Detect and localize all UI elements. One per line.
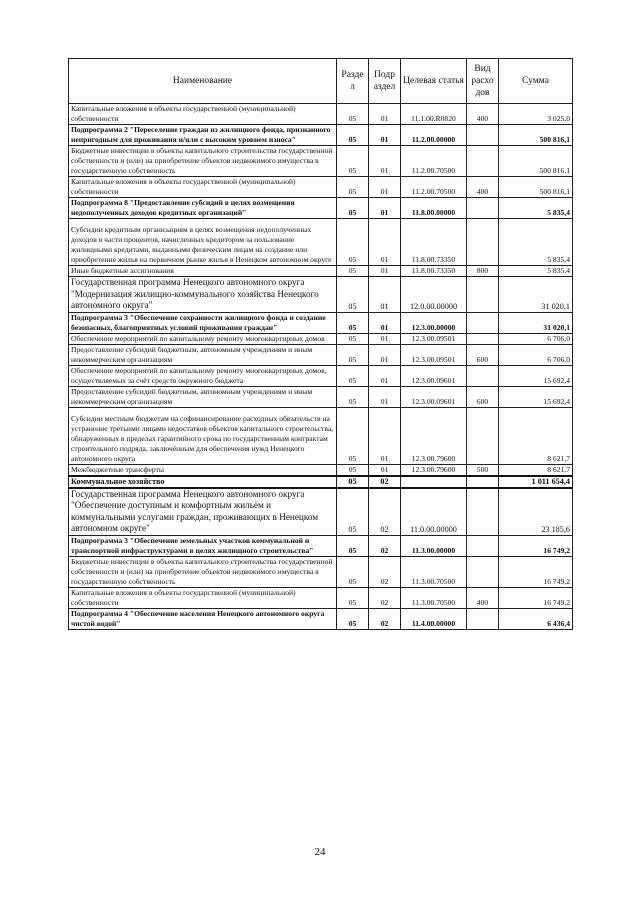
cell-name: Подпрограмма 3 "Обеспечение земельных участков коммунальной и транспортной инфраструктурами в целях жилищного строительства" — [69, 535, 337, 556]
cell-summa: 5 835,4 — [499, 198, 573, 219]
cell-podrazdel: 01 — [369, 333, 401, 344]
table-row — [69, 344, 573, 365]
cell-name: Капитальные вложения в объекты государственной (муниципальной) собственности — [69, 177, 337, 198]
table-row — [69, 556, 573, 587]
header-podrazdel: Подр аздел — [369, 59, 401, 104]
cell-name: Обеспечение мероприятий по капитальному ремонту многоквартирных домов, осуществляемых за счёт средств окружного бюджета — [69, 365, 337, 386]
table-row — [69, 587, 573, 608]
cell-vid — [467, 198, 499, 219]
cell-name: Подпрограмма 8 "Предоставление субсидий в целях возмещения недополученных доходов кредитных организаций" — [69, 198, 337, 219]
cell-summa: 5 835,4 — [499, 219, 573, 266]
cell-celevaya: 11.2.00.00000 — [401, 125, 467, 146]
header-razdel: Разде л — [337, 59, 369, 104]
cell-podrazdel: 01 — [369, 125, 401, 146]
cell-razdel: 05 — [337, 556, 369, 587]
table-row — [69, 266, 573, 277]
table-row — [69, 488, 573, 536]
cell-name: Иные бюджетные ассигнования — [69, 266, 337, 277]
cell-podrazdel: 01 — [369, 219, 401, 266]
table-row — [69, 407, 573, 464]
header-celevaya: Целевая статья — [401, 59, 467, 104]
cell-razdel: 05 — [337, 587, 369, 608]
cell-name: Межбюджетные трансферты — [69, 464, 337, 476]
cell-summa: 8 621,7 — [499, 407, 573, 464]
cell-razdel: 05 — [337, 125, 369, 146]
cell-podrazdel: 01 — [369, 198, 401, 219]
cell-name: Субсидии местным бюджетам на софинансирование расходных обязательств на устранение третьими лицами недостатков объектов капитального строительства, обнаруженных в пределах гарантийного срока по государственным контрактам строительного подряда, заключённым для обеспечения нужд Ненецкого автономного округа — [69, 407, 337, 464]
header-summa: Сумма — [499, 59, 573, 104]
cell-name: Подпрограмма 4 "Обеспечение населения Ненецкого автономного округа чистой водой" — [69, 608, 337, 629]
cell-razdel: 05 — [337, 312, 369, 333]
cell-summa: 500 816,1 — [499, 125, 573, 146]
cell-razdel: 05 — [337, 146, 369, 177]
cell-name: Бюджетные инвестиции в объекты капитального строительства государственной собственности и (или) на приобретение объектов недвижимого имущества в государственную собственность — [69, 146, 337, 177]
cell-vid: 400 — [467, 104, 499, 125]
table-row — [69, 608, 573, 629]
cell-vid — [467, 608, 499, 629]
table-row — [69, 464, 573, 476]
cell-summa: 5 835,4 — [499, 266, 573, 277]
cell-vid — [467, 333, 499, 344]
table-header-row — [69, 59, 573, 104]
cell-vid: 400 — [467, 177, 499, 198]
cell-vid: 600 — [467, 344, 499, 365]
cell-podrazdel: 01 — [369, 407, 401, 464]
cell-podrazdel: 02 — [369, 587, 401, 608]
table-row — [69, 365, 573, 386]
cell-razdel: 05 — [337, 277, 369, 313]
cell-summa: 15 692,4 — [499, 386, 573, 407]
cell-celevaya: 11.3.00.00000 — [401, 535, 467, 556]
cell-vid — [467, 476, 499, 488]
cell-celevaya: 12.3.00.09601 — [401, 365, 467, 386]
cell-vid: 500 — [467, 464, 499, 476]
cell-vid: 600 — [467, 386, 499, 407]
cell-razdel: 05 — [337, 464, 369, 476]
cell-summa: 8 621,7 — [499, 464, 573, 476]
cell-razdel: 05 — [337, 333, 369, 344]
table-row — [69, 198, 573, 219]
cell-podrazdel: 02 — [369, 556, 401, 587]
cell-name: Государственная программа Ненецкого автономного округа "Модернизация жилищно-коммунального хозяйства Ненецкого автономного округа" — [69, 277, 337, 313]
cell-razdel: 05 — [337, 344, 369, 365]
cell-summa: 16 749,2 — [499, 587, 573, 608]
table-row — [69, 476, 573, 488]
cell-celevaya: 12.3.00.09601 — [401, 386, 467, 407]
table-row — [69, 177, 573, 198]
cell-name: Бюджетные инвестиции в объекты капитального строительства государственной собственности и (или) на приобретение объектов недвижимого имущества в государственную собственность — [69, 556, 337, 587]
cell-podrazdel: 02 — [369, 535, 401, 556]
table-row — [69, 125, 573, 146]
cell-celevaya: 11.3.00.70500 — [401, 556, 467, 587]
page-number: 24 — [314, 846, 326, 858]
cell-celevaya: 12.3.00.79600 — [401, 407, 467, 464]
cell-podrazdel: 01 — [369, 146, 401, 177]
cell-razdel: 05 — [337, 488, 369, 536]
cell-summa: 1 011 654,4 — [499, 476, 573, 488]
cell-summa: 6 436,4 — [499, 608, 573, 629]
cell-razdel: 05 — [337, 104, 369, 125]
cell-name: Обеспечение мероприятий по капитальному ремонту многоквартирных домов — [69, 333, 337, 344]
cell-celevaya: 11.8.00.73350 — [401, 219, 467, 266]
cell-podrazdel: 01 — [369, 312, 401, 333]
cell-vid — [467, 407, 499, 464]
table-row — [69, 277, 573, 313]
cell-razdel: 05 — [337, 198, 369, 219]
cell-summa: 15 692,4 — [499, 365, 573, 386]
cell-summa: 3 025,0 — [499, 104, 573, 125]
cell-summa: 31 020,1 — [499, 312, 573, 333]
cell-razdel: 05 — [337, 386, 369, 407]
cell-podrazdel: 01 — [369, 464, 401, 476]
table-row — [69, 219, 573, 266]
cell-name: Подпрограмма 3 "Обеспечение сохранности жилищного фонда и создание безопасных, благоприятных условий проживания граждан" — [69, 312, 337, 333]
cell-podrazdel: 02 — [369, 488, 401, 536]
cell-vid — [467, 365, 499, 386]
cell-podrazdel: 01 — [369, 104, 401, 125]
cell-celevaya: 11.0.00.00000 — [401, 488, 467, 536]
cell-celevaya: 12.3.00.09501 — [401, 333, 467, 344]
cell-celevaya: 11.3.00.70500 — [401, 587, 467, 608]
table-row — [69, 386, 573, 407]
cell-celevaya: 11.8.00.00000 — [401, 198, 467, 219]
cell-celevaya: 12.3.00.79600 — [401, 464, 467, 476]
cell-name: Капитальные вложения в объекты государственной (муниципальной) собственности — [69, 104, 337, 125]
cell-razdel: 05 — [337, 535, 369, 556]
cell-summa: 500 816,1 — [499, 146, 573, 177]
cell-name: Капитальные вложения в объекты государственной (муниципальной) собственности — [69, 587, 337, 608]
cell-name: Коммунальное хозяйство — [69, 476, 337, 488]
cell-vid — [467, 488, 499, 536]
cell-podrazdel: 01 — [369, 266, 401, 277]
cell-podrazdel: 02 — [369, 476, 401, 488]
cell-razdel: 05 — [337, 407, 369, 464]
cell-podrazdel: 02 — [369, 608, 401, 629]
table-row — [69, 146, 573, 177]
cell-vid: 800 — [467, 266, 499, 277]
header-name: Наименование — [69, 59, 337, 104]
budget-table — [68, 58, 573, 630]
cell-podrazdel: 01 — [369, 386, 401, 407]
cell-razdel: 05 — [337, 219, 369, 266]
table-row — [69, 312, 573, 333]
cell-podrazdel: 01 — [369, 344, 401, 365]
cell-celevaya: 11.4.00.00000 — [401, 608, 467, 629]
cell-razdel: 05 — [337, 177, 369, 198]
cell-summa: 6 706,0 — [499, 333, 573, 344]
cell-summa: 31 020,1 — [499, 277, 573, 313]
cell-vid — [467, 312, 499, 333]
cell-celevaya: 12.0.00.00000 — [401, 277, 467, 313]
header-vid: Вид расхо дов — [467, 59, 499, 104]
cell-vid: 400 — [467, 587, 499, 608]
cell-summa: 23 185,6 — [499, 488, 573, 536]
cell-summa: 16 749,2 — [499, 535, 573, 556]
cell-vid — [467, 219, 499, 266]
cell-celevaya: 11.1.00.R0820 — [401, 104, 467, 125]
cell-name: Предоставление субсидий бюджетным, автономным учреждениям и иным некоммерческим организациям — [69, 344, 337, 365]
cell-vid — [467, 125, 499, 146]
document-page — [68, 58, 572, 630]
cell-celevaya: 11.8.00.73350 — [401, 266, 467, 277]
cell-vid — [467, 277, 499, 313]
cell-celevaya: 11.2.00.70500 — [401, 146, 467, 177]
cell-celevaya: 12.3.00.09501 — [401, 344, 467, 365]
cell-summa: 6 706,0 — [499, 344, 573, 365]
table-body — [69, 104, 573, 630]
cell-name: Государственная программа Ненецкого автономного округа "Обеспечение доступным и комфортным жильём и коммунальными услугами граждан, проживающих в Ненецком автономном округе" — [69, 488, 337, 536]
cell-vid — [467, 535, 499, 556]
cell-summa: 500 816,1 — [499, 177, 573, 198]
cell-celevaya — [401, 476, 467, 488]
table-row — [69, 535, 573, 556]
cell-vid — [467, 556, 499, 587]
cell-podrazdel: 01 — [369, 277, 401, 313]
cell-vid — [467, 146, 499, 177]
cell-name: Подпрограмма 2 "Переселение граждан из жилищного фонда, признанного непригодным для проживания и/или с высоким уровнем износа" — [69, 125, 337, 146]
cell-razdel: 05 — [337, 266, 369, 277]
cell-name: Предоставление субсидий бюджетным, автономным учреждениям и иным некоммерческим организациям — [69, 386, 337, 407]
table-row — [69, 104, 573, 125]
cell-celevaya: 12.3.00.00000 — [401, 312, 467, 333]
cell-summa: 16 749,2 — [499, 556, 573, 587]
cell-razdel: 05 — [337, 365, 369, 386]
table-row — [69, 333, 573, 344]
cell-podrazdel: 01 — [369, 365, 401, 386]
cell-razdel: 05 — [337, 608, 369, 629]
cell-razdel: 05 — [337, 476, 369, 488]
cell-celevaya: 11.2.00.70500 — [401, 177, 467, 198]
cell-podrazdel: 01 — [369, 177, 401, 198]
cell-name: Субсидии кредитным организациям в целях возмещения недополученных доходов в части процентов, начисленных кредитором за пользование жилищными кредитами, выданными физическим лицам на создание или приобретение жилья на первичном рынке жилья в Ненецком автономном округе — [69, 219, 337, 266]
